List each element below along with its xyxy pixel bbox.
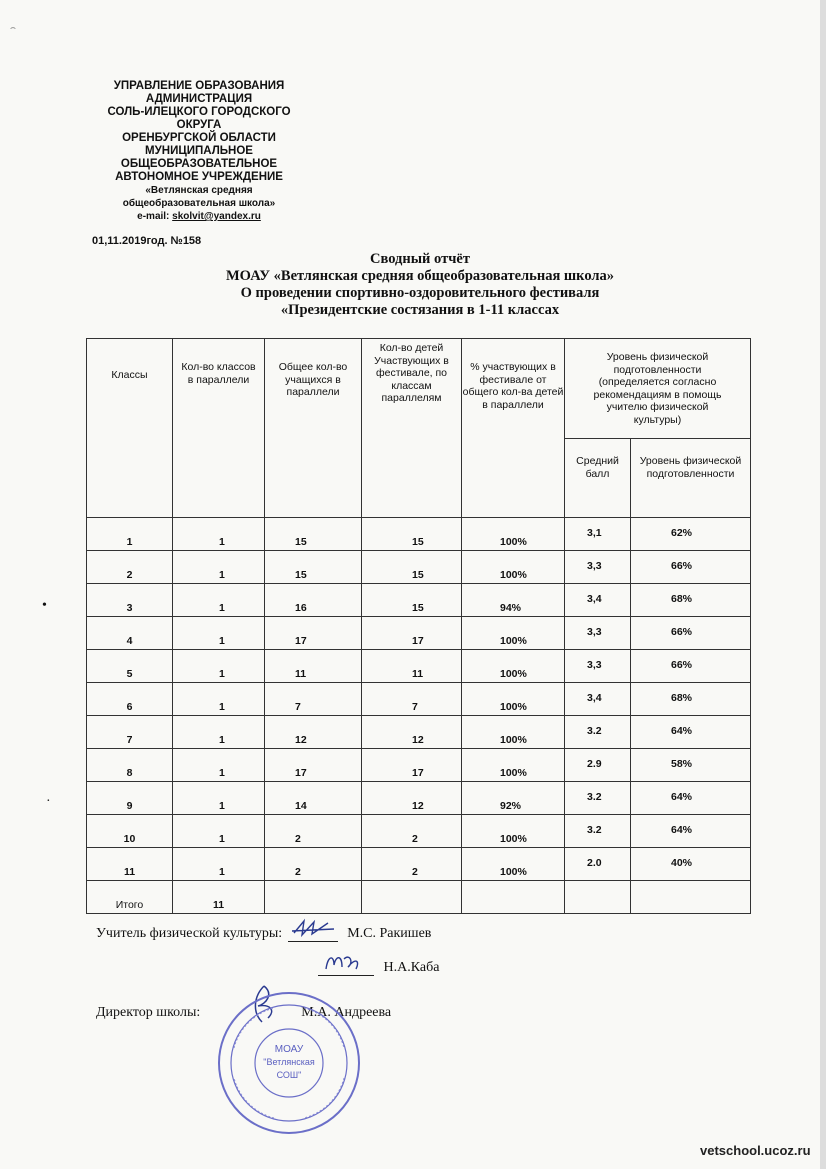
cell-students-total: 12 (265, 716, 362, 749)
director-label: Директор школы: (96, 1005, 201, 1020)
school-name-line2: общеобразовательная школа» (122, 198, 276, 209)
teacher-signature-row (96, 926, 431, 942)
header-participants: Кол-во детей Участвующих в фестивале, по классам параллелям (362, 339, 462, 518)
table-row (87, 815, 751, 848)
table-row (87, 518, 751, 551)
handwritten-signature (290, 917, 336, 939)
cell-level: 68% (631, 683, 751, 716)
cell-students-total: 17 (265, 749, 362, 782)
official-stamp (214, 988, 364, 1138)
cell-class-count: 1 (173, 551, 265, 584)
table-row (87, 848, 751, 881)
cell-percent: 100% (462, 518, 565, 551)
table-row (87, 551, 751, 584)
cell-class-count: 1 (173, 584, 265, 617)
school-name-line1: «Ветлянская средняя (145, 185, 253, 196)
cell-percent: 100% (462, 815, 565, 848)
cell-avg-score: 3,1 (565, 518, 631, 551)
cell-participants: 15 (362, 518, 462, 551)
report-table (86, 338, 751, 914)
signature-line (288, 927, 338, 942)
letterhead-line: ОРЕНБУРГСКОЙ ОБЛАСТИ (122, 132, 276, 144)
cell-students-total: 2 (265, 815, 362, 848)
second-signature-row (316, 960, 439, 976)
cell-percent: 100% (462, 716, 565, 749)
cell-avg-score: 3,4 (565, 683, 631, 716)
cell-empty (462, 881, 565, 914)
cell-participants: 2 (362, 815, 462, 848)
cell-students-total: 17 (265, 617, 362, 650)
letterhead-line: АДМИНИСТРАЦИЯ (145, 93, 253, 105)
cell-avg-score: 3.2 (565, 782, 631, 815)
cell-class: 3 (87, 584, 173, 617)
cell-students-total: 15 (265, 518, 362, 551)
letterhead-line: УПРАВЛЕНИЕ ОБРАЗОВАНИЯ (113, 80, 285, 92)
second-name: Н.А.Каба (383, 960, 440, 975)
cell-level: 66% (631, 650, 751, 683)
cell-level: 64% (631, 716, 751, 749)
cell-class-count: 1 (173, 782, 265, 815)
teacher-label: Учитель физической культуры: (96, 926, 283, 941)
cell-level: 62% (631, 518, 751, 551)
cell-empty (631, 881, 751, 914)
cell-avg-score: 2.0 (565, 848, 631, 881)
document-date-number: 01,11.2019год. №158 (92, 235, 202, 247)
cell-class: 10 (87, 815, 173, 848)
cell-total-count: 11 (173, 881, 265, 914)
signature-line (318, 961, 374, 976)
scan-speck: · (46, 794, 51, 809)
table-row (87, 683, 751, 716)
cell-avg-score: 3,3 (565, 650, 631, 683)
cell-empty (565, 881, 631, 914)
cell-class: 11 (87, 848, 173, 881)
cell-percent: 100% (462, 848, 565, 881)
corner-mark: ⌢ (10, 22, 16, 32)
cell-class-count: 1 (173, 650, 265, 683)
cell-participants: 12 (362, 782, 462, 815)
cell-participants: 15 (362, 584, 462, 617)
cell-level: 40% (631, 848, 751, 881)
cell-class-count: 1 (173, 716, 265, 749)
cell-empty (265, 881, 362, 914)
letterhead-line: АВТОНОМНОЕ УЧРЕЖДЕНИЕ (115, 171, 283, 183)
cell-class: 7 (87, 716, 173, 749)
cell-students-total: 7 (265, 683, 362, 716)
table-total-row (87, 881, 751, 914)
table-row (87, 782, 751, 815)
cell-class: 4 (87, 617, 173, 650)
cell-participants: 12 (362, 716, 462, 749)
header-avg-score: Средний балл (565, 439, 631, 518)
cell-participants: 2 (362, 848, 462, 881)
cell-percent: 100% (462, 551, 565, 584)
title-line2: МОАУ «Ветлянская средняя общеобразовательная школа» (225, 268, 615, 284)
cell-participants: 15 (362, 551, 462, 584)
cell-class-count: 1 (173, 683, 265, 716)
cell-level: 64% (631, 815, 751, 848)
letterhead-line: СОЛЬ-ИЛЕЦКОГО ГОРОДСКОГО (107, 106, 291, 118)
cell-students-total: 2 (265, 848, 362, 881)
title-line1: Сводный отчёт (370, 251, 470, 267)
cell-class: 6 (87, 683, 173, 716)
cell-students-total: 11 (265, 650, 362, 683)
cell-class-count: 1 (173, 815, 265, 848)
cell-percent: 100% (462, 683, 565, 716)
cell-participants: 17 (362, 749, 462, 782)
handwritten-signature (320, 951, 366, 973)
table-row (87, 650, 751, 683)
letterhead-line: ОКРУГА (176, 119, 222, 131)
letterhead (88, 80, 310, 223)
teacher-name: М.С. Ракишев (347, 926, 432, 941)
cell-percent: 92% (462, 782, 565, 815)
title-line3: О проведении спортивно-оздоровительного фестиваля (240, 285, 600, 301)
scan-speck: • (42, 598, 47, 613)
cell-avg-score: 3.2 (565, 815, 631, 848)
cell-level: 64% (631, 782, 751, 815)
cell-class-count: 1 (173, 749, 265, 782)
report-title (140, 251, 700, 319)
cell-percent: 94% (462, 584, 565, 617)
cell-avg-score: 3,3 (565, 617, 631, 650)
cell-level: 58% (631, 749, 751, 782)
page-edge (820, 0, 826, 1169)
cell-participants: 7 (362, 683, 462, 716)
cell-total-label: Итого (87, 881, 173, 914)
table-row (87, 716, 751, 749)
cell-participants: 11 (362, 650, 462, 683)
cell-students-total: 15 (265, 551, 362, 584)
site-watermark: vetschool.ucoz.ru (700, 1143, 811, 1158)
cell-students-total: 16 (265, 584, 362, 617)
cell-percent: 100% (462, 749, 565, 782)
cell-percent: 100% (462, 650, 565, 683)
cell-participants: 17 (362, 617, 462, 650)
cell-empty (362, 881, 462, 914)
header-classes: Классы (87, 339, 173, 518)
header-percent: % участвующих в фестивале от общего кол-ва детей в параллели (462, 339, 565, 518)
email-label: e-mail: (137, 211, 170, 222)
table-row (87, 584, 751, 617)
stamp-line2: "Ветлянская (263, 1057, 315, 1067)
email-link[interactable]: skolvit@yandex.ru (172, 211, 261, 222)
cell-class: 8 (87, 749, 173, 782)
email-line (88, 210, 310, 223)
cell-level: 68% (631, 584, 751, 617)
cell-class-count: 1 (173, 617, 265, 650)
cell-avg-score: 3,4 (565, 584, 631, 617)
cell-students-total: 14 (265, 782, 362, 815)
cell-avg-score: 2.9 (565, 749, 631, 782)
cell-class-count: 1 (173, 518, 265, 551)
letterhead-line: ОБЩЕОБРАЗОВАТЕЛЬНОЕ (120, 158, 278, 170)
cell-class: 5 (87, 650, 173, 683)
table-row (87, 617, 751, 650)
header-fitness-level: Уровень физической подготовленности (определяется согласно рекомендациям в помощь учителю физической культуры) (565, 339, 751, 439)
table-row (87, 749, 751, 782)
cell-percent: 100% (462, 617, 565, 650)
title-line4: «Президентские состязания в 1-11 классах (280, 302, 560, 318)
cell-avg-score: 3,3 (565, 551, 631, 584)
cell-class: 1 (87, 518, 173, 551)
header-level: Уровень физической подготовленности (631, 439, 751, 518)
header-class-count: Кол-во классов в параллели (173, 339, 265, 518)
cell-class: 2 (87, 551, 173, 584)
cell-avg-score: 3.2 (565, 716, 631, 749)
letterhead-line: МУНИЦИПАЛЬНОЕ (145, 145, 253, 157)
cell-class-count: 1 (173, 848, 265, 881)
stamp-line1: МОАУ (274, 1044, 304, 1055)
cell-class: 9 (87, 782, 173, 815)
cell-level: 66% (631, 617, 751, 650)
cell-level: 66% (631, 551, 751, 584)
header-students-total: Общее кол-во учащихся в параллели (265, 339, 362, 518)
director-name: М.А. Андреева (301, 1005, 392, 1020)
stamp-line3: СОШ" (276, 1070, 302, 1080)
